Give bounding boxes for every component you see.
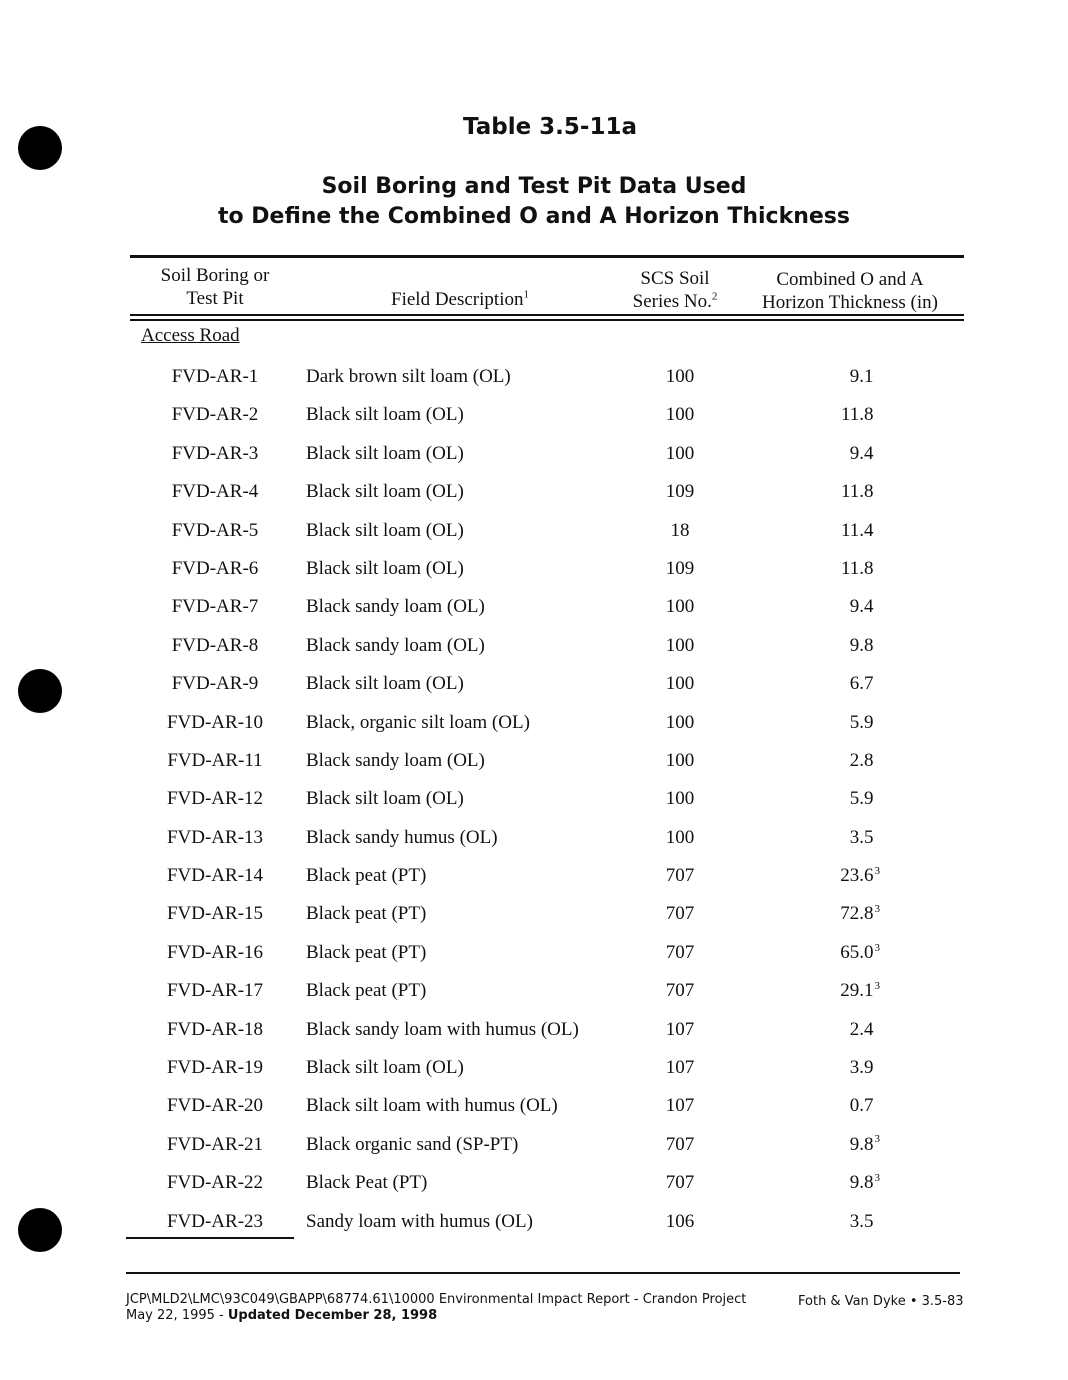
table-row [0, 591, 1068, 629]
cell-horizon-thickness [800, 1057, 880, 1079]
cell-soil-boring-id: FVD-AR-22 [166, 1172, 264, 1194]
cell-soil-boring-id: FVD-AR-6 [171, 557, 259, 579]
cell-field-description: Black peat (PT) [306, 941, 427, 963]
table-row [0, 898, 1068, 936]
table-row [0, 783, 1068, 821]
header-soil-boring-line2: Test Pit [186, 288, 244, 309]
header-soil-boring-line1: Soil Boring or [160, 265, 270, 286]
table-title-line1: Soil Boring and Test Pit Data Used [321, 174, 747, 199]
cell-scs-series: 100 [665, 788, 695, 810]
cell-horizon-thickness [800, 635, 880, 657]
cell-scs-series: 100 [665, 366, 695, 387]
cell-horizon-thickness [800, 1095, 880, 1117]
cell-soil-boring-id: FVD-AR-1 [171, 366, 259, 387]
cell-horizon-thickness [800, 1211, 880, 1233]
cell-horizon-thickness [800, 865, 880, 887]
thickness-value: 0.7 [849, 1095, 874, 1117]
cell-soil-boring-id: FVD-AR-7 [171, 596, 259, 618]
cell-scs-series: 707 [665, 1172, 695, 1194]
cell-field-description: Black silt loam with humus (OL) [306, 1095, 558, 1117]
table-row [0, 668, 1068, 706]
footnote-marker: 2 [711, 290, 718, 303]
cell-soil-boring-id: FVD-AR-19 [166, 1057, 264, 1079]
cell-field-description: Black peat (PT) [306, 980, 427, 1002]
cell-horizon-thickness [800, 750, 880, 772]
header-field-description [300, 288, 620, 311]
footnote-marker: 1 [523, 288, 529, 301]
cell-horizon-thickness [800, 404, 880, 426]
cell-field-description: Black silt loam (OL) [306, 788, 464, 810]
cell-soil-boring-id: FVD-AR-11 [167, 749, 263, 771]
table-row [0, 476, 1068, 514]
header-double-rule-lower [130, 319, 964, 321]
cell-scs-series: 100 [665, 711, 695, 733]
table-row [0, 361, 1068, 399]
cell-scs-series: 100 [665, 404, 695, 426]
cell-soil-boring-id: FVD-AR-15 [166, 903, 264, 925]
footnote-marker: 3 [874, 979, 880, 992]
footnote-marker: 3 [874, 941, 880, 954]
footer-date-updated: Updated December 28, 1998 [227, 1308, 438, 1323]
cell-soil-boring-id: FVD-AR-18 [166, 1018, 264, 1040]
cell-soil-boring-id: FVD-AR-13 [166, 826, 264, 848]
table-number: Table 3.5-11a [462, 114, 638, 140]
cell-horizon-thickness [800, 1019, 880, 1041]
cell-horizon-thickness [800, 1134, 880, 1156]
cell-field-description: Black, organic silt loam (OL) [306, 711, 530, 733]
cell-soil-boring-id: FVD-AR-14 [166, 865, 264, 887]
cell-scs-series: 707 [665, 865, 695, 887]
table-row [0, 630, 1068, 668]
table-end-rule [126, 1237, 294, 1239]
footnote-marker: 3 [874, 1171, 880, 1184]
thickness-value: 11.8 [840, 404, 874, 426]
footer-path [126, 1292, 746, 1307]
thickness-value: 3.5 [849, 1210, 874, 1232]
cell-scs-series: 109 [665, 481, 695, 503]
cell-scs-series: 707 [665, 903, 695, 925]
table-row [0, 860, 1068, 898]
cell-field-description: Black silt loam (OL) [306, 442, 464, 464]
cell-field-description: Black silt loam (OL) [306, 481, 464, 503]
cell-horizon-thickness [800, 366, 880, 388]
thickness-value: 3.5 [849, 826, 874, 848]
cell-scs-series: 107 [665, 1057, 695, 1079]
cell-scs-series: 707 [665, 980, 695, 1002]
table-row [0, 745, 1068, 783]
cell-field-description: Black sandy loam with humus (OL) [306, 1018, 579, 1040]
cell-soil-boring-id: FVD-AR-12 [166, 788, 264, 810]
header-thickness-line1: Combined O and A [776, 269, 924, 290]
section-label: Access Road [141, 325, 240, 346]
cell-field-description: Black peat (PT) [306, 865, 427, 887]
cell-scs-series: 18 [670, 519, 690, 541]
header-field-description-text: Field Description [391, 289, 524, 310]
cell-soil-boring-id: FVD-AR-23 [166, 1210, 264, 1232]
cell-field-description: Black organic sand (SP-PT) [306, 1133, 519, 1155]
table-row [0, 1052, 1068, 1090]
table-row [0, 399, 1068, 437]
footer-page-id: Foth & Van Dyke • 3.5-83 [798, 1294, 964, 1309]
table-row [0, 1167, 1068, 1205]
thickness-value: 11.8 [840, 557, 874, 579]
footer-rule [126, 1272, 960, 1274]
table-row [0, 1090, 1068, 1128]
table-top-rule [130, 255, 964, 258]
thickness-value: 9.8 [849, 1172, 874, 1194]
cell-field-description: Black sandy humus (OL) [306, 826, 498, 848]
table-row [0, 975, 1068, 1013]
thickness-value: 11.4 [840, 519, 874, 541]
cell-horizon-thickness [800, 980, 880, 1002]
cell-horizon-thickness [800, 673, 880, 695]
header-horizon-thickness [745, 268, 955, 314]
cell-scs-series: 100 [665, 634, 695, 656]
table-row [0, 822, 1068, 860]
footer-date [126, 1308, 437, 1323]
cell-soil-boring-id: FVD-AR-3 [171, 442, 259, 464]
table-row [0, 553, 1068, 591]
cell-soil-boring-id: FVD-AR-16 [166, 941, 264, 963]
header-double-rule-upper [130, 314, 964, 316]
thickness-value: 9.1 [849, 366, 874, 387]
cell-field-description: Black silt loam (OL) [306, 519, 464, 541]
footer-report-name: Environmental Impact Report - Crandon Project [438, 1292, 747, 1307]
cell-field-description: Black silt loam (OL) [306, 404, 464, 426]
thickness-value: 9.8 [849, 634, 874, 656]
cell-scs-series: 109 [665, 557, 695, 579]
cell-scs-series: 107 [665, 1095, 695, 1117]
thickness-value: 23.6 [840, 865, 874, 887]
thickness-value: 65.0 [840, 941, 874, 963]
thickness-value: 72.8 [840, 903, 874, 925]
cell-soil-boring-id: FVD-AR-2 [171, 404, 259, 426]
cell-scs-series: 100 [665, 673, 695, 695]
thickness-value: 3.9 [849, 1057, 874, 1079]
table-row [0, 515, 1068, 553]
thickness-value: 9.8 [849, 1133, 874, 1155]
thickness-value: 2.8 [849, 749, 874, 771]
thickness-value: 5.9 [849, 711, 874, 733]
cell-horizon-thickness [800, 558, 880, 580]
cell-scs-series: 100 [665, 596, 695, 618]
cell-field-description: Dark brown silt loam (OL) [306, 366, 511, 387]
header-soil-boring [145, 264, 285, 310]
table-row [0, 1014, 1068, 1052]
cell-soil-boring-id: FVD-AR-20 [166, 1095, 264, 1117]
cell-field-description: Black peat (PT) [306, 903, 427, 925]
header-scs-soil-series [620, 267, 730, 313]
table-row [0, 1129, 1068, 1167]
cell-scs-series: 100 [665, 749, 695, 771]
cell-horizon-thickness [800, 942, 880, 964]
footer-file-path: JCP\MLD2\LMC\93C049\GBAPP\68774.61\10000 [126, 1292, 435, 1307]
footnote-marker: 3 [874, 903, 880, 916]
header-scs-line1: SCS Soil [640, 268, 710, 289]
table-row [0, 707, 1068, 745]
table-row [0, 937, 1068, 975]
cell-soil-boring-id: FVD-AR-21 [166, 1133, 264, 1155]
thickness-value: 2.4 [849, 1018, 874, 1040]
thickness-value: 9.4 [849, 596, 874, 618]
cell-horizon-thickness [800, 712, 880, 734]
cell-scs-series: 100 [665, 826, 695, 848]
cell-field-description: Black silt loam (OL) [306, 557, 464, 579]
cell-scs-series: 100 [665, 442, 695, 464]
cell-horizon-thickness [800, 788, 880, 810]
cell-horizon-thickness [800, 1172, 880, 1194]
cell-horizon-thickness [800, 443, 880, 465]
cell-field-description: Black silt loam (OL) [306, 673, 464, 695]
cell-soil-boring-id: FVD-AR-8 [171, 634, 259, 656]
cell-horizon-thickness [800, 903, 880, 925]
cell-soil-boring-id: FVD-AR-17 [166, 980, 264, 1002]
footnote-marker: 3 [874, 864, 880, 877]
cell-scs-series: 106 [665, 1210, 695, 1232]
header-thickness-line2: Horizon Thickness (in) [762, 292, 938, 313]
cell-horizon-thickness [800, 596, 880, 618]
thickness-value: 6.7 [849, 673, 874, 695]
cell-field-description: Sandy loam with humus (OL) [306, 1210, 533, 1232]
header-scs-line2: Series No. [632, 291, 712, 312]
table-row [0, 438, 1068, 476]
cell-soil-boring-id: FVD-AR-4 [171, 481, 259, 503]
cell-field-description: Black sandy loam (OL) [306, 596, 485, 618]
cell-field-description: Black Peat (PT) [306, 1172, 428, 1194]
cell-soil-boring-id: FVD-AR-9 [171, 673, 259, 695]
cell-horizon-thickness [800, 481, 880, 503]
cell-scs-series: 707 [665, 941, 695, 963]
footnote-marker: 3 [874, 1133, 880, 1146]
thickness-value: 9.4 [849, 442, 874, 464]
table-title-line2: to Define the Combined O and A Horizon Thickness [217, 204, 851, 229]
cell-field-description: Black sandy loam (OL) [306, 749, 485, 771]
cell-soil-boring-id: FVD-AR-10 [166, 711, 264, 733]
footer-date-original: May 22, 1995 - [126, 1308, 228, 1323]
table-body [0, 361, 1068, 1244]
cell-scs-series: 107 [665, 1018, 695, 1040]
cell-scs-series: 707 [665, 1133, 695, 1155]
thickness-value: 29.1 [840, 980, 874, 1002]
cell-field-description: Black sandy loam (OL) [306, 634, 485, 656]
thickness-value: 5.9 [849, 788, 874, 810]
cell-field-description: Black silt loam (OL) [306, 1057, 464, 1079]
thickness-value: 11.8 [840, 481, 874, 503]
cell-horizon-thickness [800, 520, 880, 542]
cell-soil-boring-id: FVD-AR-5 [171, 519, 259, 541]
cell-horizon-thickness [800, 827, 880, 849]
